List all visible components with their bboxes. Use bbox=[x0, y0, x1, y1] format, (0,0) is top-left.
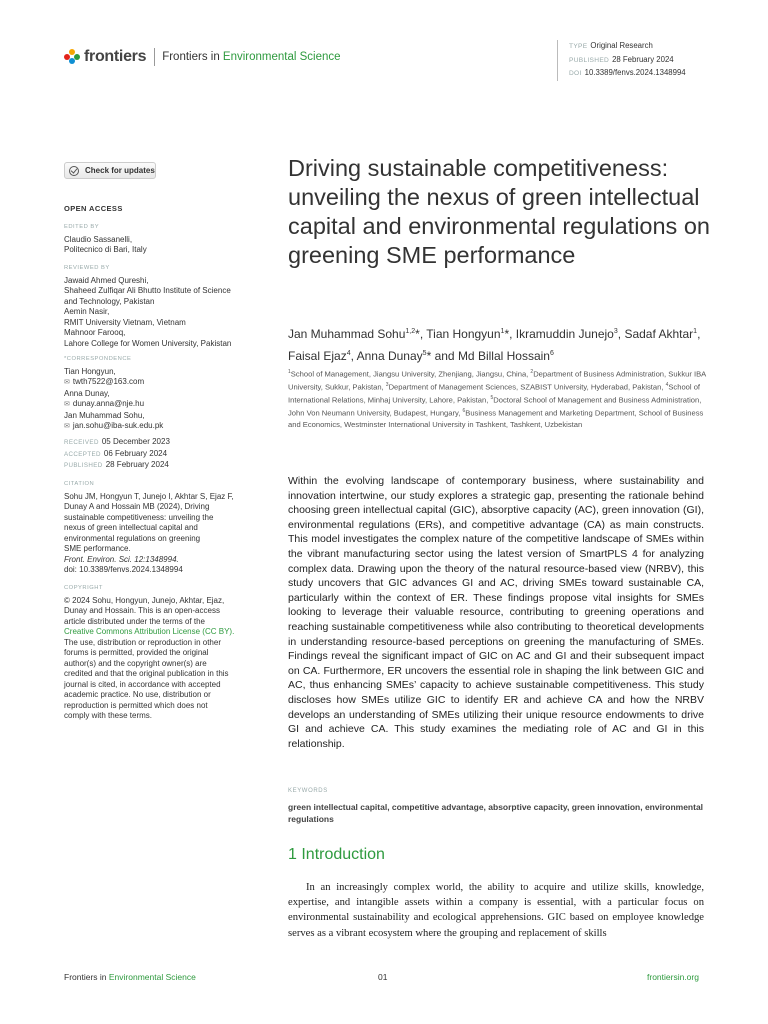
author-name[interactable]: Ikramuddin Junejo bbox=[515, 327, 614, 341]
affiliation-text: School of Management, Jiangsu University, Zhenjiang, Jiangsu, China, bbox=[290, 369, 531, 379]
check-circle-icon bbox=[69, 166, 79, 176]
header-divider bbox=[154, 48, 155, 66]
open-access-label: OPEN ACCESS bbox=[64, 204, 123, 213]
page-number: 01 bbox=[378, 972, 388, 982]
affiliations bbox=[288, 367, 708, 430]
affiliation-number: 5 bbox=[490, 395, 494, 402]
article-meta: TYPE Original Research PUBLISHED 28 February 2024 DOI 10.3389/fenvs.2024.1348994 bbox=[557, 40, 686, 81]
email-link[interactable]: ✉ dunay.anna@nje.hu bbox=[64, 399, 264, 411]
article-title: Driving sustainable competitiveness: unveiling the nexus of green intellectual capital and environmental regulations on greening SME performance bbox=[288, 155, 710, 268]
author-affiliation-number: 1 bbox=[693, 328, 698, 335]
author-affiliation-number: 1 bbox=[500, 328, 505, 335]
keywords: green intellectual capital, competitive advantage, absorptive capacity, green innovation, environmental regulations bbox=[288, 802, 704, 824]
affiliation-text: Business Management and Marketing Department, School of Business and Economics, Westminster International University in Tashkent, Tashkent, Uzbekistan bbox=[288, 408, 704, 429]
affiliation-text: Department of Business Administration, Sukkur IBA University, Sukkur, Pakistan, bbox=[288, 369, 706, 392]
author-name[interactable]: Sadaf Akhtar bbox=[624, 327, 694, 341]
doi-link[interactable]: 10.3389/fenvs.2024.1348994 bbox=[584, 68, 686, 77]
affiliation-text: Department of Management Sciences, SZABIST University, Hyderabad, Pakistan, bbox=[388, 382, 666, 392]
intro-paragraph: In an increasingly complex world, the ability to acquire and utilize skills, knowledge, expertise, and intangible assets within a company is essential, with a particular focus on environmental sustainability and ecological apprehensions. GIC based on employee knowledge serves as a vibrant ecosystem where the grouping and replacement of skills bbox=[288, 882, 704, 939]
author-list: Jan Muhammad Sohu$^{1,2}$*, Tian Hongyun$^1$*, Ikramuddin Junejo$^3$, Sadaf Akhtar$^1$, Faisal Ejaz$^4$, Anna Dunay$^5$* and Md Billal Hossain$^6$ bbox=[288, 327, 701, 363]
author-name[interactable]: Tian Hongyun bbox=[426, 327, 501, 341]
correspondence: *CORRESPONDENCE Tian Hongyun, ✉ twth7522@163.com Anna Dunay, ✉ dunay.anna@nje.hu Jan Muhammad Sohu, ✉ jan.sohu@iba-suk.edu.pk bbox=[64, 354, 264, 433]
edited-by: EDITED BY Claudio Sassanelli, Politecnico di Bari, Italy bbox=[64, 224, 147, 254]
affiliation-text: Doctoral School of Management and Business Administration, John Von Neumann University, Budapest, Hungary, bbox=[288, 395, 702, 418]
email-link[interactable]: ✉ jan.sohu@iba-suk.edu.pk bbox=[64, 421, 264, 433]
author-affiliation-number: 4 bbox=[346, 350, 351, 357]
email-link[interactable]: ✉ twth7522@163.com bbox=[64, 377, 264, 389]
author-name[interactable]: Faisal Ejaz bbox=[288, 349, 347, 363]
affiliation-number: 3 bbox=[385, 382, 389, 389]
affiliation-number: 2 bbox=[530, 369, 534, 375]
publish-date: 28 February 2024 bbox=[612, 54, 674, 64]
author-affiliation-number: 3 bbox=[613, 328, 618, 335]
article-dates: RECEIVED 05 December 2023 ACCEPTED 06 February 2024 PUBLISHED 28 February 2024 bbox=[64, 437, 170, 469]
frontiers-logo-icon bbox=[64, 49, 80, 65]
abstract: Within the evolving landscape of contemporary business, where sustainability and innovation intertwine, our study explores a strategic gap, presenting the rationale behind choosing green intellectual capital (GIC), absorptive capacity (AC), green innovation (GI), environmental regulations (ERs), and competitive advantage (CA) as main constructs. This model investigates the complex nature of the competitive landscape of SMEs within the vibrant manufacturing sector using the latest version of SmartPLS 4 for analyzing complex data. Drawing upon the theory of the natural resource-based view (NRBV), this study uncovers that GIC advances GI and AC, driving SMEs toward sustainable CA, particularly within the context of ER. These findings propose vital insights for SMEs looking to leverage their valuable resource, contributing to greening operations and reaching sustainable competitiveness while also contributing to theoretical developments in understanding resource-based perceptions on greening the manufacturing of SMEs. Findings reveal the significant impact of GIC on AC and GI and their subsequent impact on CA. Furthermore, ER uncovers the essential role in shaping the link between GIC and AC, thus enhancing SMEs’ capacity to achieve sustainable competitiveness. This study discloses how SMEs utilize GIC to identify ER and achieve CA and how the NRBV develops an understanding of SMEs utilizing their unique resource endowments to drive GI and achieve CA. This study examines the mediating role of AC and GI in this relationship. bbox=[288, 475, 704, 750]
author-affiliation-number: 5 bbox=[422, 350, 427, 357]
affiliation-text: School of International Relations, Minhaj University, Lahore, Pakistan, bbox=[288, 382, 701, 405]
citation: CITATION Sohu JM, Hongyun T, Junejo I, Akhtar S, Ejaz F, Dunay A and Hossain MB (2024), Driving sustainable competitiveness: unveiling the nexus of green intellectual capital and environmental regulations on greening SME performance. Front. Environ. Sci. 12:1348994. doi: 10.3389/fenvs.2024.1348994 bbox=[64, 481, 234, 574]
author-name[interactable]: Md Billal Hossain bbox=[457, 349, 550, 363]
copyright: COPYRIGHT © 2024 Sohu, Hongyun, Junejo, Akhtar, Ejaz, Dunay and Hossain. This is an open-access article distributed under the terms of the Creative Commons Attribution License (CC BY). The use, distribution or reproduction in other forums is permitted, provided the original author(s) and the copyright owner(s) are credited and that the original publication in this journal is cited, in accordance with accepted academic practice. No use, distribution or reproduction is permitted which does not comply with these terms. bbox=[64, 583, 264, 722]
footer-journal: Frontiers in Environmental Science bbox=[64, 972, 196, 982]
journal-header bbox=[64, 48, 341, 66]
affiliation-number: 1 bbox=[288, 369, 291, 375]
article-type: Original Research bbox=[590, 41, 653, 50]
affiliation-number: 4 bbox=[665, 382, 669, 389]
license-link[interactable]: Creative Commons Attribution License (CC BY). bbox=[64, 627, 235, 636]
keywords-label: KEYWORDS bbox=[288, 788, 328, 794]
author-name[interactable]: Jan Muhammad Sohu bbox=[288, 327, 406, 341]
section-heading: 1 Introduction bbox=[288, 846, 385, 863]
author-name[interactable]: Anna Dunay bbox=[356, 349, 423, 363]
affiliation-number: 6 bbox=[462, 408, 466, 415]
footer-site-link[interactable]: frontiersin.org bbox=[647, 972, 699, 982]
author-affiliation-number: 6 bbox=[549, 350, 554, 357]
reviewed-by: REVIEWED BY Jawaid Ahmed Qureshi, Shaheed Zulfiqar Ali Bhutto Institute of Science and Technology, Pakistan Aemin Nasir, RMIT University Vietnam, Vietnam Mahnoor Farooq, Lahore College for Women University, Pakistan bbox=[64, 265, 232, 348]
check-for-updates-button[interactable]: Check for updates bbox=[64, 162, 156, 179]
author-affiliation-number: 1,2 bbox=[405, 328, 416, 335]
journal-name[interactable]: Frontiers in Environmental Science bbox=[162, 51, 341, 63]
frontiers-logo-text[interactable]: frontiers bbox=[84, 48, 147, 65]
